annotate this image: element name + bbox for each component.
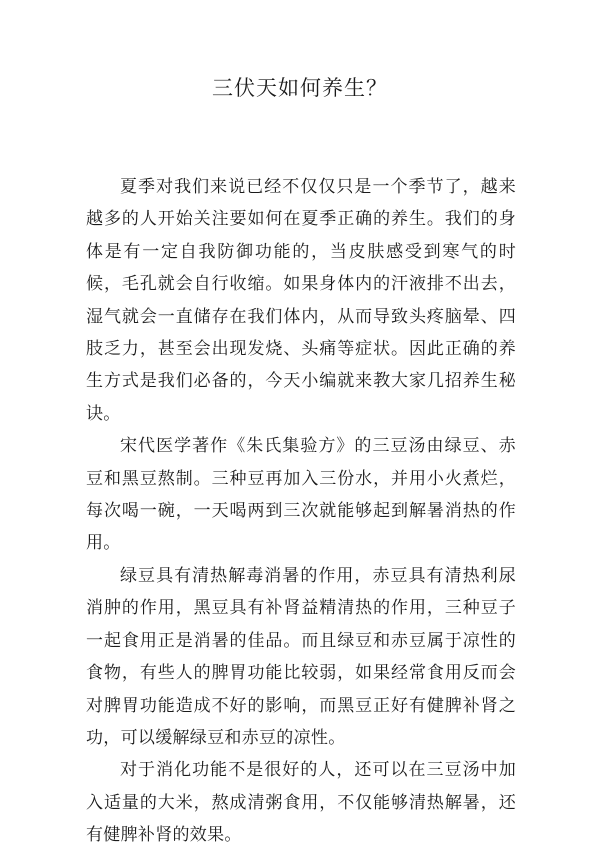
paragraph-intro: 夏季对我们来说已经不仅仅只是一个季节了，越来越多的人开始关注要如何在夏季正确的养生。我们的身体是有一定自我防御功能的，当皮肤感受到寒气的时候，毛孔就会自行收缩。如果身体内的汗液排不出去，湿气就会一直储存在我们体内，从而导致头疼脑晕、四肢乏力，甚至会出现发烧、头痛等症状。因此正确的养生方式是我们必备的，今天小编就来教大家几招养生秘诀。 [86, 177, 516, 424]
document-title: 三伏天如何养生？ [212, 76, 388, 100]
paragraph-bean-effects: 绿豆具有清热解毒消暑的作用，赤豆具有清热利尿消肿的作用，黑豆具有补肾益精清热的作用，三种豆子一起食用正是消暑的佳品。而且绿豆和赤豆属于凉性的食物，有些人的脾胃功能比较弱，如果经常食用反而会对脾胃功能造成不好的影响，而黑豆正好有健脾补肾之功，可以缓解绿豆和赤豆的凉性。 [86, 565, 516, 748]
paragraph-digestion-tip: 对于消化功能不是很好的人，还可以在三豆汤中加入适量的大米，熬成清粥食用，不仅能够清热解暑，还有健脾补肾的效果。 [86, 760, 516, 846]
paragraph-sandou-soup: 宋代医学著作《朱氏集验方》的三豆汤由绿豆、赤豆和黑豆熬制。三种豆再加入三份水，并用小火煮烂，每次喝一碗，一天喝两到三次就能够起到解暑消热的作用。 [86, 436, 516, 554]
document-body [86, 171, 516, 852]
